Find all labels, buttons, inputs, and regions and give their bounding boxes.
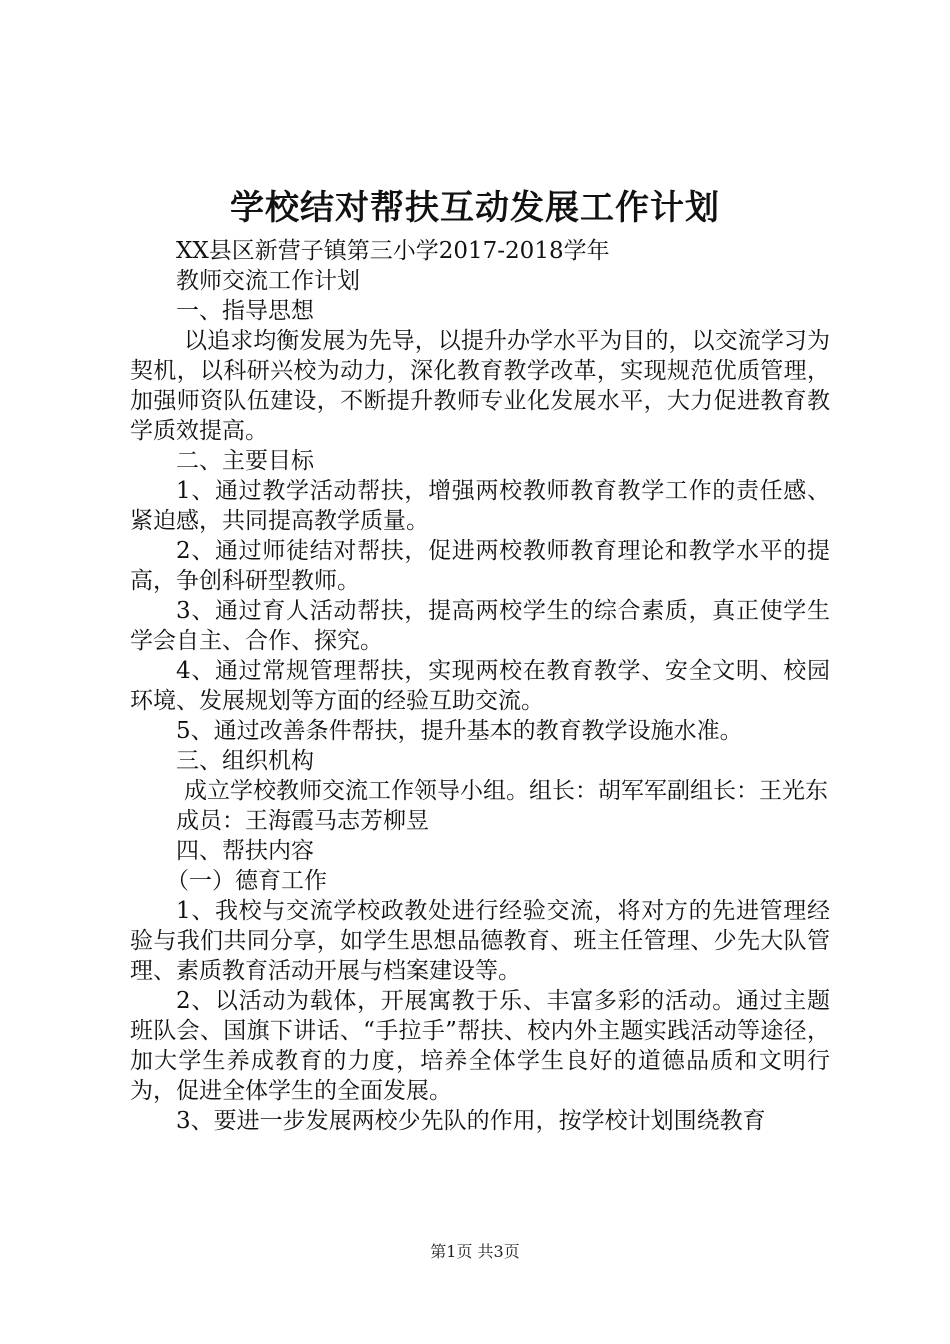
section-heading-support-content: 四、帮扶内容	[176, 838, 314, 864]
section-heading-guiding-ideology: 一、指导思想	[176, 298, 314, 324]
section-heading-main-goals: 二、主要目标	[176, 448, 314, 474]
subsection-heading-moral-education: （一）德育工作	[166, 868, 327, 894]
school-year-line: XX县区新营子镇第三小学2017-2018学年	[176, 238, 610, 264]
paragraph-leadership-group: 成立学校教师交流工作领导小组。组长：胡军军副组长：王光东	[184, 778, 828, 804]
moral-item-3: 3、要进一步发展两校少先队的作用，按学校计划围绕教育	[176, 1108, 766, 1134]
plan-subtitle: 教师交流工作计划	[176, 268, 360, 294]
goal-item-4: 4、通过常规管理帮扶，实现两校在教育教学、安全文明、校园环境、发展规划等方面的经验互助交流。	[130, 658, 830, 714]
section-heading-organization: 三、组织机构	[176, 748, 314, 774]
document-body	[130, 236, 830, 1136]
goal-item-3: 3、通过育人活动帮扶，提高两校学生的综合素质，真正使学生学会自主、合作、探究。	[130, 598, 830, 654]
goal-item-1: 1、通过教学活动帮扶，增强两校教师教育教学工作的责任感、紧迫感，共同提高教学质量。	[130, 478, 830, 534]
moral-item-2: 2、以活动为载体，开展寓教于乐、丰富多彩的活动。通过主题班队会、国旗下讲话、“手拉手”帮扶、校内外主题实践活动等途径，加大学生养成教育的力度，培养全体学生良好的道德品质和文明行为，促进全体学生的全面发展。	[130, 988, 830, 1104]
goal-item-2: 2、通过师徒结对帮扶，促进两校教师教育理论和教学水平的提高，争创科研型教师。	[130, 538, 830, 594]
document-title: 学校结对帮扶互动发展工作计划	[230, 188, 720, 228]
paragraph-members: 成员：王海霞马志芳柳昱	[176, 808, 429, 834]
moral-item-1: 1、我校与交流学校政教处进行经验交流，将对方的先进管理经验与我们共同分享，如学生思想品德教育、班主任管理、少先大队管理、素质教育活动开展与档案建设等。	[130, 898, 830, 984]
paragraph-guiding-ideology: 以追求均衡发展为先导，以提升办学水平为目的，以交流学习为契机，以科研兴校为动力，深化教育教学改革，实现规范优质管理，加强师资队伍建设，不断提升教师专业化发展水平，大力促进教育教学质效提高。	[130, 328, 830, 444]
goal-item-5: 5、通过改善条件帮扶，提升基本的教育教学设施水准。	[176, 718, 743, 744]
page-footer: 第1页 共3页	[430, 1242, 520, 1261]
